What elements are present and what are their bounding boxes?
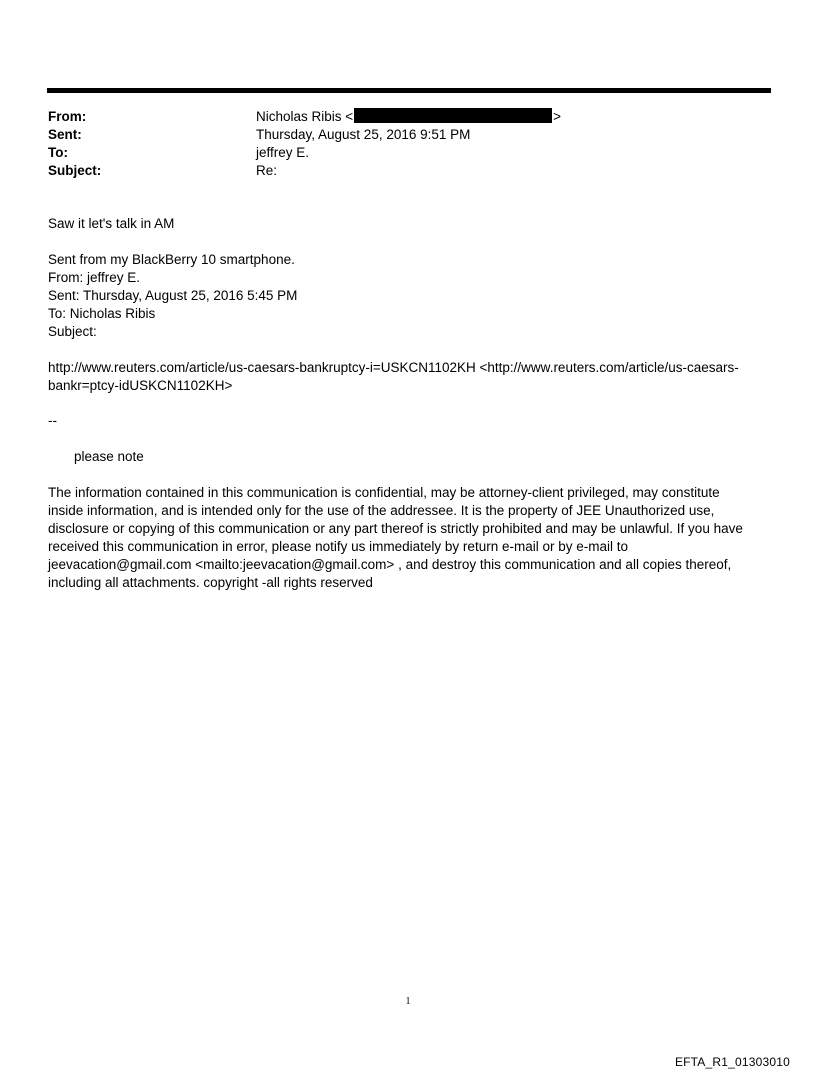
disclaimer-line: received this communication in error, please notify us immediately by return e-mail or by e-mail to (48, 539, 628, 554)
disclaimer-line: including all attachments. copyright -all rights reserved (48, 575, 373, 590)
disclaimer-line: inside information, and is intended only for the use of the addressee. It is the property of JEE Unauthorized use, (48, 503, 715, 518)
subject-value: Re: (256, 163, 278, 178)
from-label: From: (48, 109, 87, 124)
separator-block (48, 412, 768, 430)
to-value: jeffrey E. (256, 145, 310, 160)
article-link-line-2[interactable]: bankr=ptcy-idUSKCN1102KH> (48, 378, 233, 393)
sent-value: Thursday, August 25, 2016 9:51 PM (256, 127, 471, 142)
reply-line: Saw it let's talk in AM (48, 216, 175, 231)
reply-text (48, 215, 768, 233)
sender-bracket-close: > (553, 109, 562, 124)
note-block (48, 448, 768, 466)
disclaimer-line: The information contained in this communication is confidential, may be attorney-client privileged, may constitute (48, 485, 720, 500)
to-label: To: (48, 145, 68, 160)
sender-name: Nicholas Ribis < (256, 109, 354, 124)
quoted-sent: Sent: Thursday, August 25, 2016 5:45 PM (48, 288, 298, 303)
signature-line: Sent from my BlackBerry 10 smartphone. (48, 252, 295, 267)
quoted-subject: Subject: (48, 324, 97, 339)
document-id: EFTA_R1_01303010 (674, 1055, 790, 1069)
email-header (48, 108, 748, 180)
quoted-to: To: Nicholas Ribis (48, 306, 156, 321)
please-note: please note (74, 449, 144, 464)
sent-label: Sent: (48, 127, 82, 142)
header-row-subject (48, 162, 748, 180)
disclaimer-line: jeevacation@gmail.com <mailto:jeevacation@gmail.com> , and destroy this communication and all copies thereof, (48, 557, 732, 572)
quoted-from: From: jeffrey E. (48, 270, 141, 285)
article-link-line-1[interactable]: http://www.reuters.com/article/us-caesars-bankruptcy-i=USKCN1102KH <http://www.reuters.com/article/us-caesars- (48, 360, 739, 375)
from-value (256, 108, 748, 126)
subject-label: Subject: (48, 163, 102, 178)
quoted-header (48, 251, 768, 341)
disclaimer-line: disclosure or copying of this communication or any part thereof is strictly prohibited and may be unlawful. If you have (48, 521, 743, 536)
header-row-from (48, 108, 748, 126)
signature-separator: -- (48, 413, 57, 428)
header-row-sent (48, 126, 748, 144)
redacted-email-block (354, 108, 552, 123)
header-divider (47, 88, 771, 93)
disclaimer (48, 484, 768, 592)
page-number: 1 (405, 996, 411, 1007)
link-block (48, 359, 768, 395)
header-row-to (48, 144, 748, 162)
